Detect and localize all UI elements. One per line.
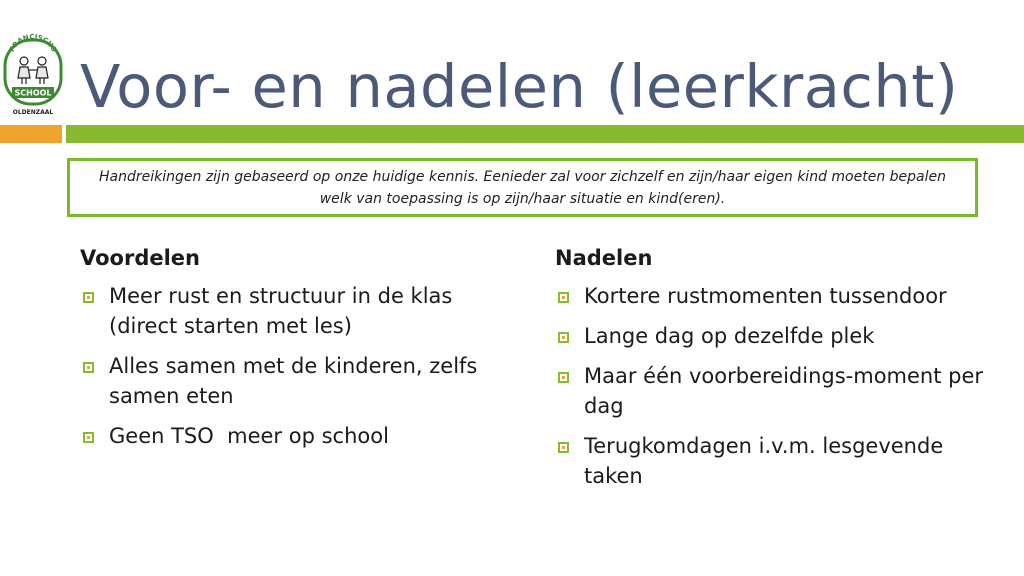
list-item-text: Alles samen met de kinderen, zelfs samen eten xyxy=(109,354,478,408)
list-item xyxy=(555,361,985,421)
list-item-text: Geen TSO meer op school xyxy=(109,424,389,448)
list-item-text: Terugkomdagen i.v.m. lesgevende taken xyxy=(584,434,944,488)
list-item-text: Kortere rustmomenten tussendoor xyxy=(584,284,947,308)
nadelen-heading: Nadelen xyxy=(555,246,653,270)
square-bullet-icon xyxy=(558,292,569,303)
list-item xyxy=(80,281,500,341)
school-logo xyxy=(2,30,64,120)
notice-text: Handreikingen zijn gebaseerd op onze huidige kennis. Eenieder zal voor zichzelf en zijn/haar eigen kind moeten bepalen welk van toepassing is op zijn/haar situatie en kind(eren). xyxy=(99,168,946,207)
list-item-text: Meer rust en structuur in de klas (direct starten met les) xyxy=(109,284,453,338)
list-item-text: Maar één voorbereidings-moment per dag xyxy=(584,364,984,418)
square-bullet-icon xyxy=(83,292,94,303)
voordelen-heading: Voordelen xyxy=(80,246,200,270)
square-bullet-icon xyxy=(83,432,94,443)
voordelen-list xyxy=(80,281,500,451)
logo-top-text: FRANCISCUS xyxy=(7,32,59,54)
nadelen-list xyxy=(555,281,985,491)
list-item xyxy=(555,321,985,351)
list-item xyxy=(80,351,500,411)
square-bullet-icon xyxy=(558,442,569,453)
square-bullet-icon xyxy=(558,372,569,383)
accent-bar-orange xyxy=(0,125,62,143)
voordelen-column xyxy=(80,243,500,461)
list-item-text: Lange dag op dezelfde plek xyxy=(584,324,875,348)
notice-box xyxy=(67,158,978,217)
logo-bottom-text: OLDENZAAL xyxy=(12,109,54,116)
nadelen-column xyxy=(555,243,985,501)
list-item xyxy=(555,281,985,311)
accent-bar-green xyxy=(66,125,1024,143)
square-bullet-icon xyxy=(558,332,569,343)
slide-title: Voor- en nadelen (leerkracht) xyxy=(80,52,959,121)
square-bullet-icon xyxy=(83,362,94,373)
list-item xyxy=(555,431,985,491)
logo-middle-text: SCHOOL xyxy=(14,88,52,98)
list-item xyxy=(80,421,500,451)
